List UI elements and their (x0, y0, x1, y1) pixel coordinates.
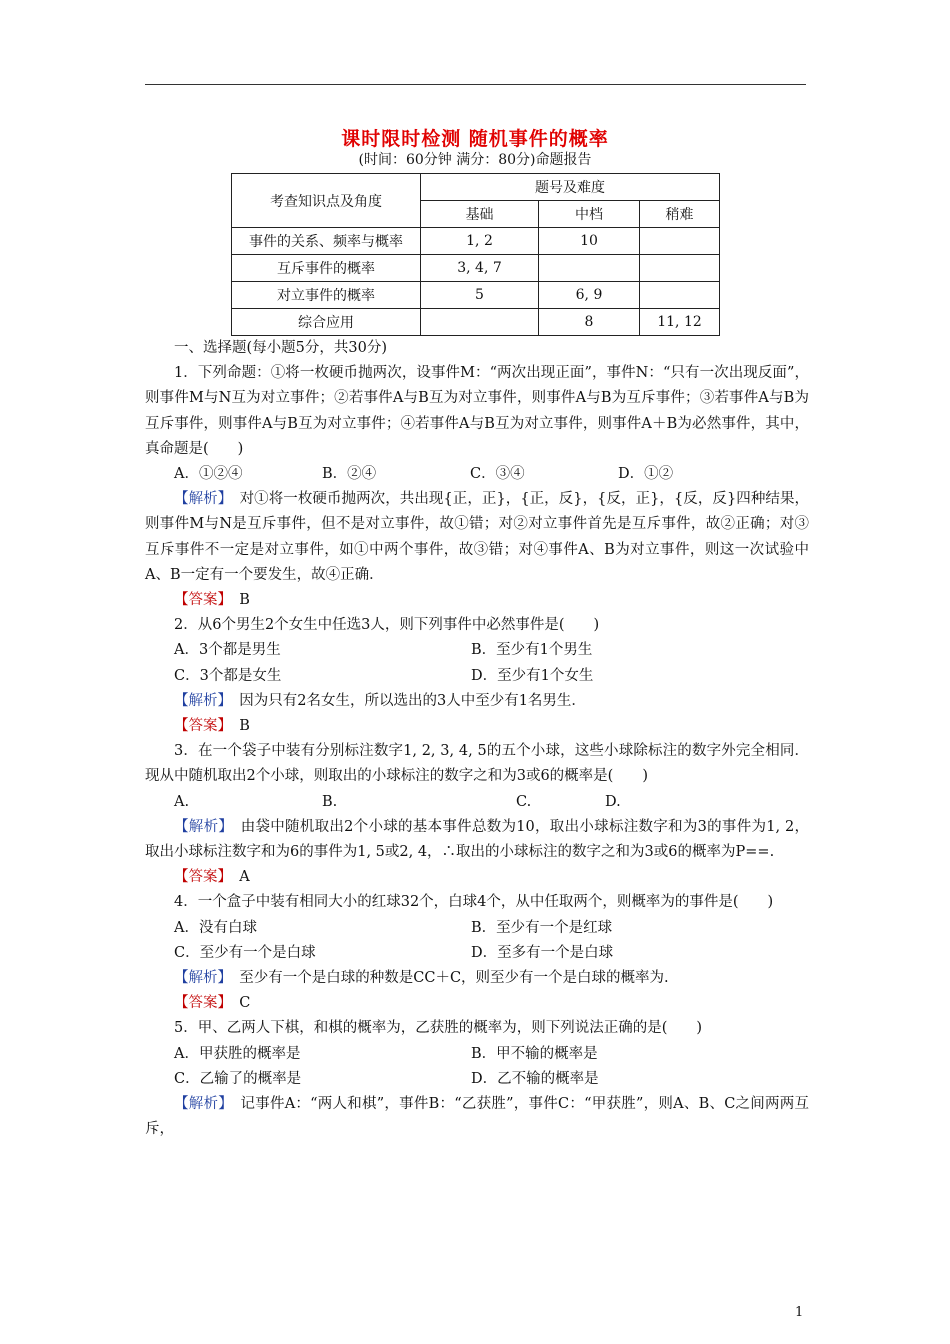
analysis-label: 【解析】 (174, 970, 225, 987)
table-cell: 事件的关系、频率与概率 (232, 228, 421, 255)
option: D．①② (618, 466, 674, 483)
table-cell: 互斥事件的概率 (232, 255, 421, 282)
table-cell (421, 309, 539, 336)
option: D．至少有1个女生 (471, 667, 594, 684)
question-1-answer (145, 588, 809, 613)
page-number: 1 (795, 1305, 804, 1320)
analysis-text: 因为只有2名女生，所以选出的3人中至少有1名男生． (239, 692, 586, 709)
option: A. (174, 793, 190, 810)
analysis-label: 【解析】 (174, 818, 226, 835)
table-header-topic: 考查知识点及角度 (232, 174, 421, 228)
question-content (145, 336, 809, 1143)
table-header-group: 题号及难度 (421, 174, 720, 201)
question-1-options (145, 462, 809, 487)
table-cell: 5 (421, 282, 539, 309)
question-2-analysis (145, 689, 809, 714)
question-5-analysis (145, 1092, 809, 1142)
table-row (232, 309, 720, 336)
table-cell: 8 (539, 309, 640, 336)
option: B．至少有1个男生 (471, 642, 593, 659)
analysis-text: 对①将一枚硬币抛两次，共出现{正，正}，{正，反}，{反，正}，{反，反}四种结果，则事件M与N是互斥事件，但不是对立事件，故①错；对②对立事件首先是互斥事件，故②正确；对③互斥事件不一定是对立事件，如①中两个事件，故③错；对④事件A、B为对立事件，则这一次试验中A、B一定有一个要发生，故④正确． (145, 491, 810, 583)
answer-label: 【答案】 (174, 869, 225, 886)
report-table (231, 173, 720, 336)
answer-value: C (239, 995, 251, 1012)
question-4-answer (145, 991, 809, 1016)
question-5-options (145, 1042, 809, 1067)
option: C. (516, 793, 532, 810)
option: D. (605, 793, 621, 810)
answer-label: 【答案】 (174, 592, 225, 609)
question-3-stem: 3．在一个袋子中装有分别标注数字1, 2, 3, 4, 5的五个小球，这些小球除标注的数字外完全相同．现从中随机取出2个小球，则取出的小球标注的数字之和为3或6的概率是( ) (145, 743, 809, 785)
question-3-analysis (145, 815, 809, 865)
option: C．乙输了的概率是 (174, 1070, 302, 1087)
option: C．3个都是女生 (174, 667, 282, 684)
option: B．②④ (322, 466, 377, 483)
answer-value: A (239, 869, 250, 886)
table-header-level: 中档 (539, 201, 640, 228)
table-cell: 1, 2 (421, 228, 539, 255)
option: D．乙不输的概率是 (471, 1070, 599, 1087)
analysis-text: 记事件A：“两人和棋”，事件B：“乙获胜”，事件C：“甲获胜”，则A、B、C之间两两互斥， (145, 1096, 810, 1138)
question-5-stem: 5．甲、乙两人下棋，和棋的概率为，乙获胜的概率为，则下列说法正确的是( ) (174, 1020, 703, 1037)
question-4-stem: 4．一个盒子中装有相同大小的红球32个，白球4个，从中任取两个，则概率为的事件是( ) (174, 894, 774, 911)
table-row (232, 228, 720, 255)
option: B. (322, 793, 338, 810)
answer-value: B (239, 592, 250, 609)
table-row (232, 255, 720, 282)
analysis-text: 至少有一个是白球的种数是CC＋C，则至少有一个是白球的概率为. (239, 970, 669, 987)
question-2-options (145, 638, 809, 663)
answer-label: 【答案】 (174, 718, 225, 735)
header-rule (145, 84, 806, 85)
table-cell: 3, 4, 7 (421, 255, 539, 282)
question-2-answer (145, 714, 809, 739)
table-cell: 11, 12 (640, 309, 720, 336)
table-cell (640, 228, 720, 255)
table-cell (640, 282, 720, 309)
table-row (232, 282, 720, 309)
question-1-analysis (145, 487, 809, 588)
analysis-label: 【解析】 (174, 491, 226, 508)
option: A．3个都是男生 (174, 642, 281, 659)
table-cell: 10 (539, 228, 640, 255)
table-cell: 6, 9 (539, 282, 640, 309)
question-4-options (145, 916, 809, 941)
question-2-stem: 2．从6个男生2个女生中任选3人，则下列事件中必然事件是( ) (174, 617, 600, 634)
page-title: 课时限时检测 随机事件的概率 (341, 128, 609, 150)
analysis-label: 【解析】 (174, 1096, 226, 1113)
table-cell: 对立事件的概率 (232, 282, 421, 309)
page-subtitle: (时间：60分钟 满分：80分)命题报告 (358, 152, 592, 168)
option: A．①②④ (174, 466, 243, 483)
table-cell (640, 255, 720, 282)
question-4-options (145, 941, 809, 966)
question-5-options (145, 1067, 809, 1092)
table-header-level: 基础 (421, 201, 539, 228)
answer-label: 【答案】 (174, 995, 225, 1012)
answer-value: B (239, 718, 250, 735)
table-cell: 综合应用 (232, 309, 421, 336)
analysis-label: 【解析】 (174, 692, 225, 709)
question-2-options (145, 664, 809, 689)
table-cell (539, 255, 640, 282)
question-3-options (145, 790, 809, 815)
option: C．至少有一个是白球 (174, 944, 316, 961)
option: C．③④ (470, 466, 525, 483)
question-3-answer (145, 865, 809, 890)
option: D．至多有一个是白球 (471, 944, 614, 961)
option: B．甲不输的概率是 (471, 1045, 598, 1062)
analysis-text: 由袋中随机取出2个小球的基本事件总数为10，取出小球标注数字和为3的事件为1, 2，取出小球标注数字和为6的事件为1, 5或2, 4，∴取出的小球标注的数字之和为3或6的概率为P==. (145, 818, 810, 861)
question-1-stem: 1．下列命题：①将一枚硬币抛两次，设事件M：“两次出现正面”，事件N：“只有一次出现反面”，则事件M与N互为对立事件；②若事件A与B互为对立事件，则事件A与B为互斥事件；③若事件A与B为互斥事件，则事件A与B互为对立事件；④若事件A与B互为对立事件，则事件A＋B为必然事件，其中，真命题是( ) (145, 365, 809, 457)
option: A．没有白球 (174, 919, 257, 936)
section-heading: 一、选择题(每小题5分，共30分) (174, 340, 387, 356)
question-4-analysis (145, 966, 809, 991)
table-header-level: 稍难 (640, 201, 720, 228)
option: A．甲获胜的概率是 (174, 1045, 301, 1062)
option: B．至少有一个是红球 (471, 919, 613, 936)
